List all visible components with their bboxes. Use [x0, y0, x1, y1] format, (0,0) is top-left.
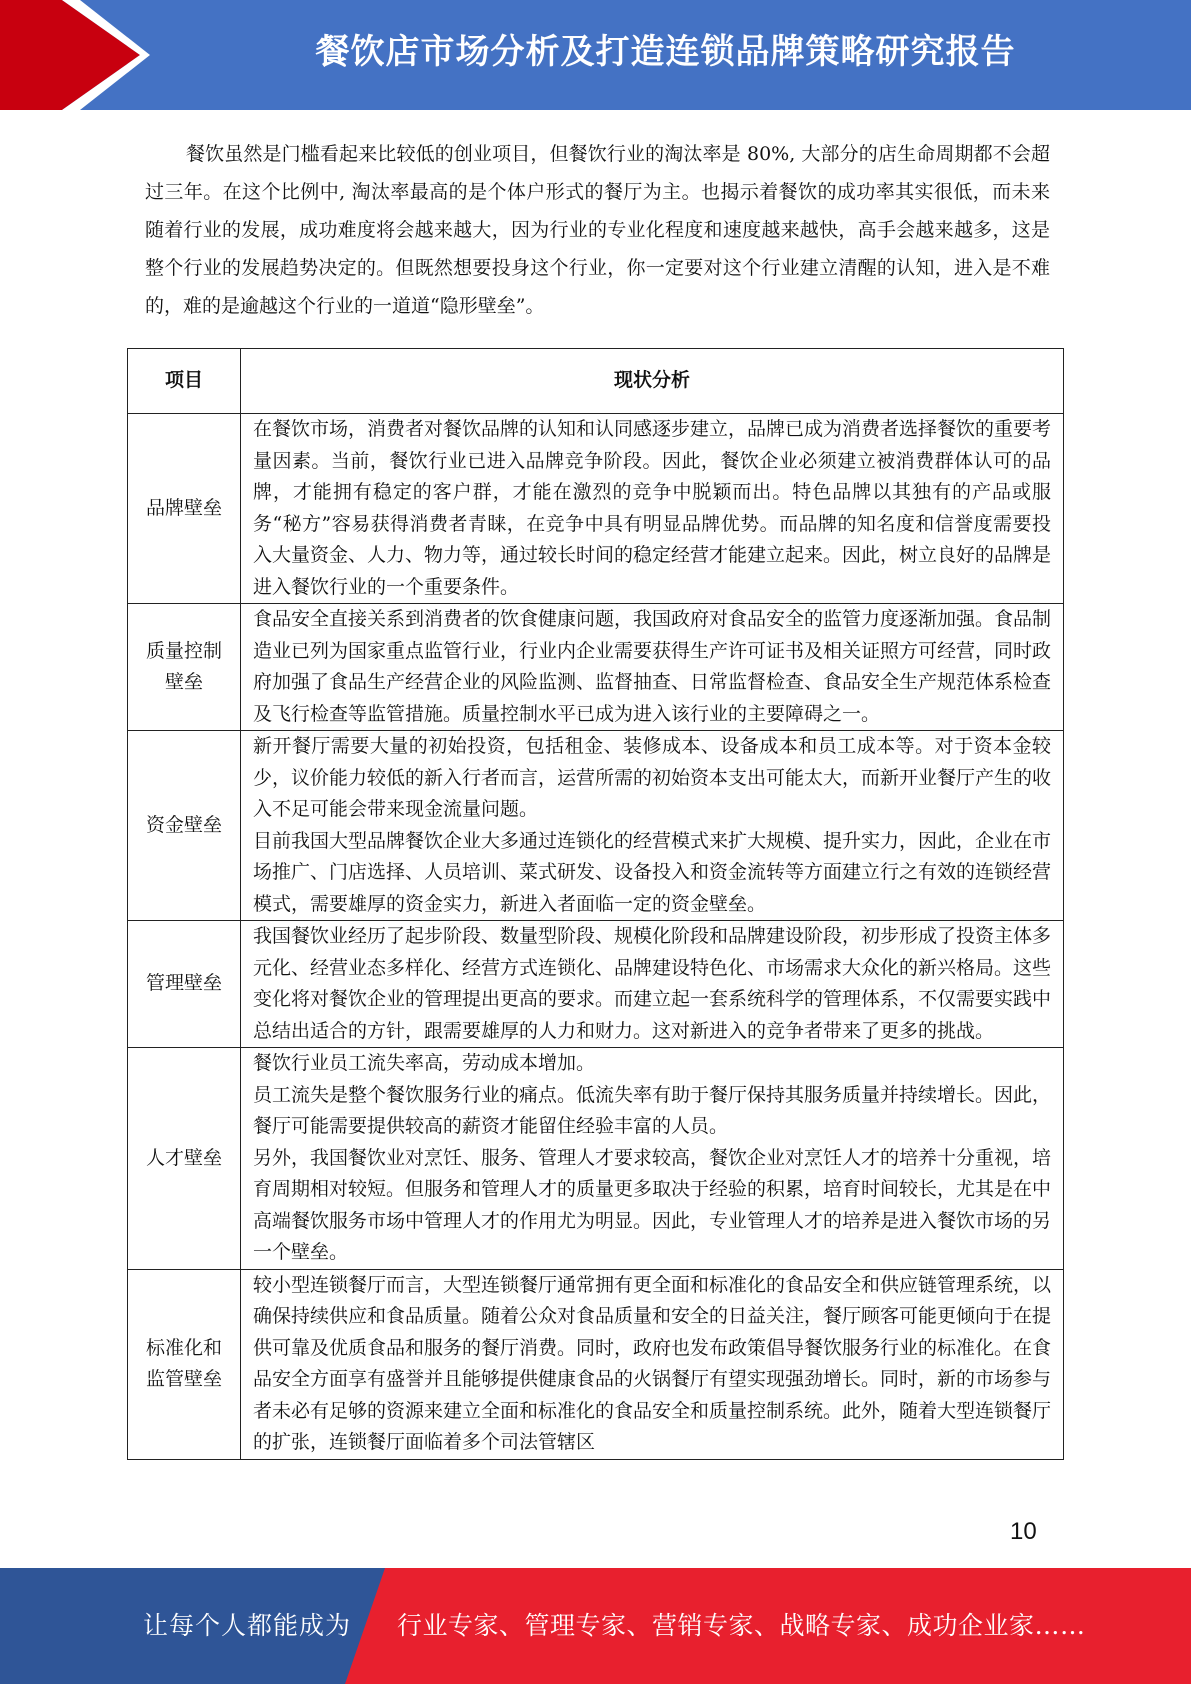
analysis-paragraph: 在餐饮市场，消费者对餐饮品牌的认知和认同感逐步建立，品牌已成为消费者选择餐饮的重要考量因素。当前，餐饮行业已进入品牌竞争阶段。因此，餐饮企业必须建立被消费群体认可的品牌，才能拥有稳定的客户群，才能在激烈的竞争中脱颖而出。特色品牌以其独有的产品或服务“秘方”容易获得消费者青睐，在竞争中具有明显品牌优势。而品牌的知名度和信誉度需要投入大量资金、人力、物力等，通过较长时间的稳定经营才能建立起来。因此，树立良好的品牌是进入餐饮行业的一个重要条件。 [253, 418, 1052, 598]
header-banner [0, 0, 1191, 110]
analysis-table [127, 348, 1064, 1460]
table-row [128, 1048, 1064, 1270]
header-arrow-decoration [0, 0, 160, 110]
row-item-label: 资金壁垒 [128, 731, 241, 921]
analysis-paragraph: 食品安全直接关系到消费者的饮食健康问题，我国政府对食品安全的监管力度逐渐加强。食品制造业已列为国家重点监管行业，行业内企业需要获得生产许可证书及相关证照方可经营，同时政府加强了食品生产经营企业的风险监测、监督抽查、日常监督检查、食品安全生产规范体系检查及飞行检查等监管措施。质量控制水平已成为进入该行业的主要障碍之一。 [253, 608, 1052, 725]
analysis-paragraph: 目前我国大型品牌餐饮企业大多通过连锁化的经营模式来扩大规模、提升实力，因此，企业在市场推广、门店选择、人员培训、菜式研发、设备投入和资金流转等方面建立行之有效的连锁经营模式，需要雄厚的资金实力，新进入者面临一定的资金壁垒。 [253, 829, 1052, 915]
document-title: 餐饮店市场分析及打造连锁品牌策略研究报告 [315, 32, 1016, 72]
intro-paragraph: 餐饮虽然是门槛看起来比较低的创业项目，但餐饮行业的淘汰率是 80%, 大部分的店生命周期都不会超过三年。在这个比例中, 淘汰率最高的是个体户形式的餐厅为主。也揭示着餐饮的成功率其实很低，而未来随着行业的发展，成功难度将会越来越大，因为行业的专业化程度和速度越来越快，高手会越来越多，这是整个行业的发展趋势决定的。但既然想要投身这个行业，你一定要对这个行业建立清醒的认知，进入是不难的，难的是逾越这个行业的一道道“隐形壁垒”。 [145, 143, 1050, 317]
table-row [128, 731, 1064, 921]
row-item-label-text: 质量控制壁垒 [146, 639, 223, 693]
row-item-label [128, 604, 241, 731]
row-analysis [241, 1048, 1064, 1270]
table-row [128, 604, 1064, 731]
table-row [128, 414, 1064, 604]
analysis-paragraph: 较小型连锁餐厅而言，大型连锁餐厅通常拥有更全面和标准化的食品安全和供应链管理系统，以确保持续供应和食品质量。随着公众对食品质量和安全的日益关注，餐厅顾客可能更倾向于在提供可靠及优质食品和服务的餐厅消费。同时，政府也发布政策倡导餐饮服务行业的标准化。在食品安全方面享有盛誉并且能够提供健康食品的火锅餐厅有望实现强劲增长。同时，新的市场参与者未必有足够的资源来建立全面和标准化的食品安全和质量控制系统。此外，随着大型连锁餐厅的扩张，连锁餐厅面临着多个司法管辖区 [253, 1273, 1052, 1453]
row-item-label: 管理壁垒 [128, 921, 241, 1048]
footer-banner [0, 1568, 1191, 1684]
analysis-paragraph: 另外，我国餐饮业对烹饪、服务、管理人才要求较高，餐饮企业对烹饪人才的培养十分重视，培育周期相对较短。但服务和管理人才的质量更多取决于经验的积累，培育时间较长，尤其是在中高端餐饮服务市场中管理人才的作用尤为明显。因此，专业管理人才的培养是进入餐饮市场的另一个壁垒。 [253, 1146, 1052, 1263]
row-item-label [128, 1269, 241, 1459]
table-row [128, 1269, 1064, 1459]
column-header-item: 项目 [128, 349, 241, 414]
row-analysis [241, 1269, 1064, 1459]
table-header-row [128, 349, 1064, 414]
row-analysis [241, 731, 1064, 921]
row-item-label: 人才壁垒 [128, 1048, 241, 1270]
column-header-analysis: 现状分析 [241, 349, 1064, 414]
analysis-paragraph: 员工流失是整个餐饮服务行业的痛点。低流失率有助于餐厅保持其服务质量并持续增长。因此，餐厅可能需要提供较高的薪资才能留住经验丰富的人员。 [253, 1083, 1052, 1137]
row-analysis [241, 414, 1064, 604]
analysis-paragraph: 餐饮行业员工流失率高，劳动成本增加。 [253, 1052, 596, 1074]
footer-slogan-left: 让每个人都能成为 [143, 1611, 352, 1640]
row-analysis [241, 921, 1064, 1048]
row-item-label-text: 标准化和监管壁垒 [146, 1336, 223, 1390]
row-analysis [241, 604, 1064, 731]
table-row [128, 921, 1064, 1048]
row-item-label: 品牌壁垒 [128, 414, 241, 604]
footer-slogan-right: 行业专家、管理专家、营销专家、战略专家、成功企业家…… [397, 1611, 1086, 1640]
analysis-paragraph: 新开餐厅需要大量的初始投资，包括租金、装修成本、设备成本和员工成本等。对于资本金较少，议价能力较低的新入行者而言，运营所需的初始资本支出可能太大，而新开业餐厅产生的收入不足可能会带来现金流量问题。 [253, 735, 1052, 820]
analysis-paragraph: 我国餐饮业经历了起步阶段、数量型阶段、规模化阶段和品牌建设阶段，初步形成了投资主体多元化、经营业态多样化、经营方式连锁化、品牌建设特色化、市场需求大众化的新兴格局。这些变化将对餐饮企业的管理提出更高的要求。而建立起一套系统科学的管理体系，不仅需要实践中总结出适合的方针，跟需要雄厚的人力和财力。这对新进入的竞争者带来了更多的挑战。 [253, 925, 1052, 1042]
page-number: 10 [1010, 1518, 1037, 1545]
